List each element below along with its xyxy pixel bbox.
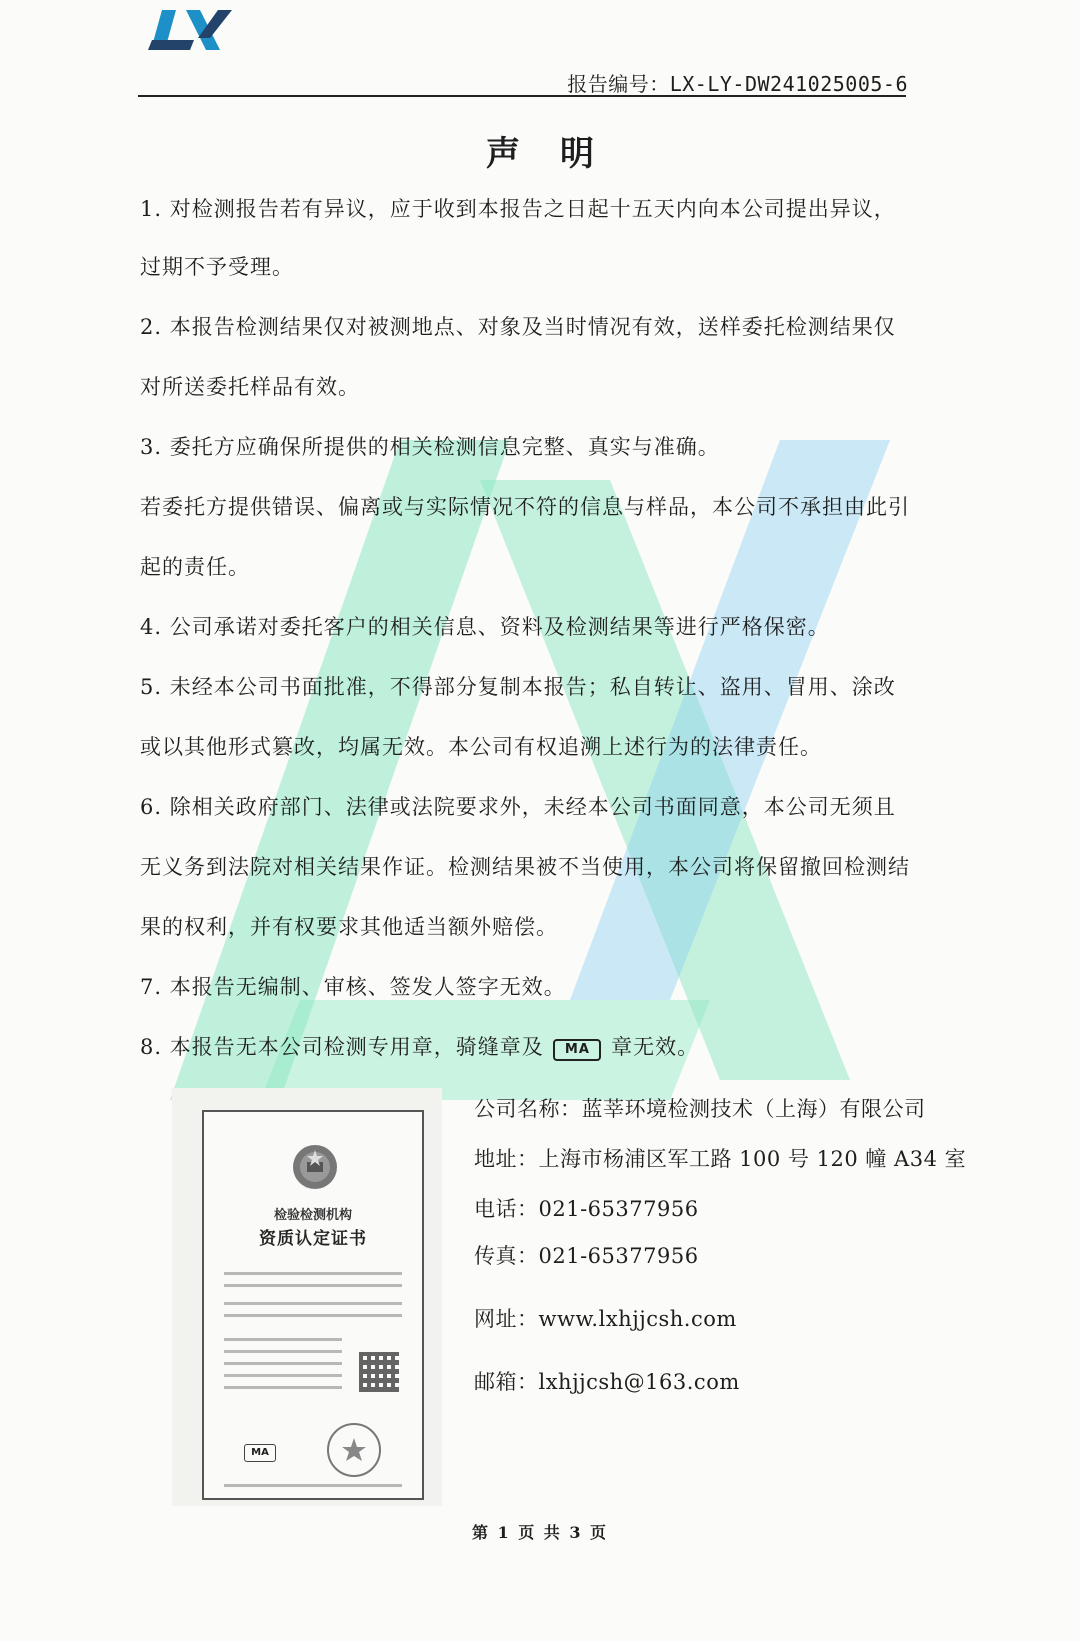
company-name [474, 1093, 926, 1123]
certificate-text-line [224, 1484, 402, 1487]
company-email [474, 1366, 740, 1396]
certificate-text-line [224, 1386, 342, 1389]
fax-label: 传真： [474, 1244, 539, 1268]
phone-value: 021-65377956 [538, 1197, 699, 1221]
company-logo [148, 8, 238, 52]
report-number-label: 报告编号： [567, 72, 670, 96]
company-name-label: 公司名称： [474, 1097, 582, 1121]
website-label: 网址： [474, 1307, 539, 1331]
phone-label: 电话： [474, 1197, 539, 1221]
certificate-text-line [224, 1350, 342, 1353]
certificate-title-line-2: 资质认定证书 [259, 1229, 367, 1249]
certificate-text-line [224, 1284, 402, 1287]
page-title: 声明 [486, 134, 634, 174]
statement-line-10: 或以其他形式篡改，均属无效。本公司有权追溯上述行为的法律责任。 [140, 735, 822, 759]
certificate-text-line [224, 1302, 402, 1305]
certificate-text-line [224, 1272, 402, 1275]
report-number [567, 68, 908, 97]
address-value: 上海市杨浦区军工路 100 号 120 幢 A34 室 [538, 1147, 967, 1171]
certificate-text-line [224, 1374, 342, 1377]
statement-line-13: 果的权利，并有权要求其他适当额外赔偿。 [140, 915, 558, 939]
statement-line-15 [140, 1031, 699, 1061]
certificate-title-line-1: 检验检测机构 [273, 1208, 352, 1223]
statement-line-5: 3. 委托方应确保所提供的相关检测信息完整、真实与准确。 [140, 435, 720, 459]
statement-line-7: 起的责任。 [140, 555, 250, 579]
report-number-value: LX-LY-DW241025005-6 [669, 72, 908, 96]
email-link[interactable]: lxhjjcsh@163.com [538, 1370, 740, 1394]
national-emblem-icon [290, 1142, 340, 1192]
qr-code-icon [359, 1352, 399, 1392]
statement-line-4: 对所送委托样品有效。 [140, 375, 360, 399]
statement-line-9: 5. 未经本公司书面批准，不得部分复制本报告；私自转让、盗用、冒用、涂改 [140, 675, 896, 699]
certificate-text-line [224, 1314, 402, 1317]
fax-value: 021-65377956 [538, 1244, 699, 1268]
lx-watermark [150, 440, 930, 1100]
statement-line-1: 1. 对检测报告若有异议，应于收到本报告之日起十五天内向本公司提出异议， [140, 197, 896, 221]
statement-line-15-end: 章无效。 [611, 1035, 700, 1059]
company-address [474, 1143, 966, 1173]
company-fax [474, 1240, 699, 1270]
statement-line-11: 6. 除相关政府部门、法律或法院要求外，未经本公司书面同意，本公司无须且 [140, 795, 896, 819]
certificate-text-line [224, 1362, 342, 1365]
website-link[interactable]: www.lxhjjcsh.com [538, 1307, 737, 1331]
official-seal-icon [324, 1420, 384, 1480]
statement-line-2: 过期不予受理。 [140, 255, 294, 279]
company-phone [474, 1193, 699, 1223]
email-label: 邮箱： [474, 1370, 539, 1394]
statement-line-8: 4. 公司承诺对委托客户的相关信息、资料及检测结果等进行严格保密。 [140, 615, 830, 639]
certificate-text-line [224, 1338, 342, 1341]
statement-line-12: 无义务到法院对相关结果作证。检测结果被不当使用，本公司将保留撤回检测结 [140, 855, 910, 879]
company-website [474, 1303, 737, 1333]
statement-line-14: 7. 本报告无编制、审核、签发人签字无效。 [140, 975, 566, 999]
header-rule [138, 95, 906, 97]
certificate-ma-mark-icon: MA [244, 1444, 276, 1462]
page-number: 第 1 页 共 3 页 [471, 1523, 609, 1542]
address-label: 地址： [474, 1147, 539, 1171]
ma-mark-icon: MA [553, 1039, 601, 1061]
certificate-frame [202, 1110, 424, 1500]
company-name-value: 蓝莘环境检测技术（上海）有限公司 [581, 1097, 926, 1121]
statement-line-6: 若委托方提供错误、偏离或与实际情况不符的信息与样品，本公司不承担由此引 [140, 495, 910, 519]
statement-line-3: 2. 本报告检测结果仅对被测地点、对象及当时情况有效，送样委托检测结果仅 [140, 315, 896, 339]
qualification-certificate-image [172, 1088, 442, 1506]
statement-line-15-start: 8. 本报告无本公司检测专用章，骑缝章及 [140, 1035, 544, 1059]
